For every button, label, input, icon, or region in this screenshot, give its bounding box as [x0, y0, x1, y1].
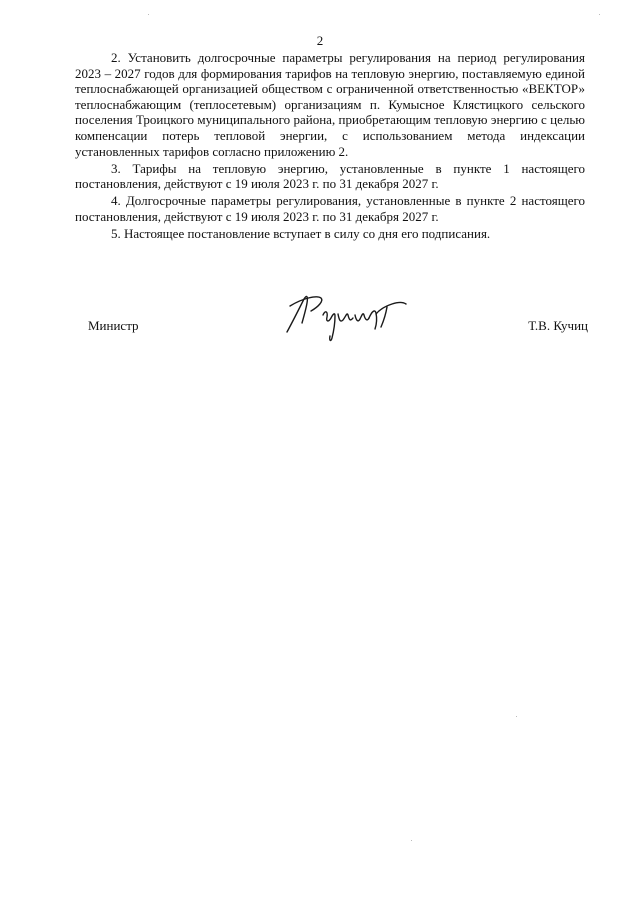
signer-title: Министр [88, 318, 139, 333]
scan-speck [599, 14, 600, 15]
paragraph-5: 5. Настоящее постановление вступает в силу со дня его подписания. [111, 226, 491, 242]
signer-name: Т.В. Кучиц [528, 318, 588, 333]
paragraph-2: 2. Установить долгосрочные параметры регулирования на период регулирования 2023 – 2027 годов для формирования тарифов на тепловую энергию, поставляемую единой теплоснабжающей организацией обществом с ограниченной ответственностью «ВЕКТОР» теплоснабжающим (теплосетевым) организациям п. Кумысное Клястицкого сельского поселения Троицкого муниципального района, приобретающим тепловую энергию с целью компенсации потерь тепловой энергии, с использованием метода индексации установленных тарифов согласно приложению 2. [75, 50, 585, 159]
paragraph-4: 4. Долгосрочные параметры регулирования, установленные в пункте 2 настоящего постановления, действуют с 19 июля 2023 г. по 31 декабря 2027 г. [75, 193, 585, 224]
document-body [75, 50, 585, 243]
scan-speck [411, 840, 412, 841]
scan-speck [148, 14, 149, 15]
scan-speck [516, 716, 517, 717]
handwritten-signature [283, 285, 418, 345]
signature-block [88, 285, 588, 355]
page-number: 2 [316, 33, 324, 48]
paragraph-3: 3. Тарифы на тепловую энергию, установленные в пункте 1 настоящего постановления, действуют с 19 июля 2023 г. по 31 декабря 2027 г. [75, 160, 585, 192]
